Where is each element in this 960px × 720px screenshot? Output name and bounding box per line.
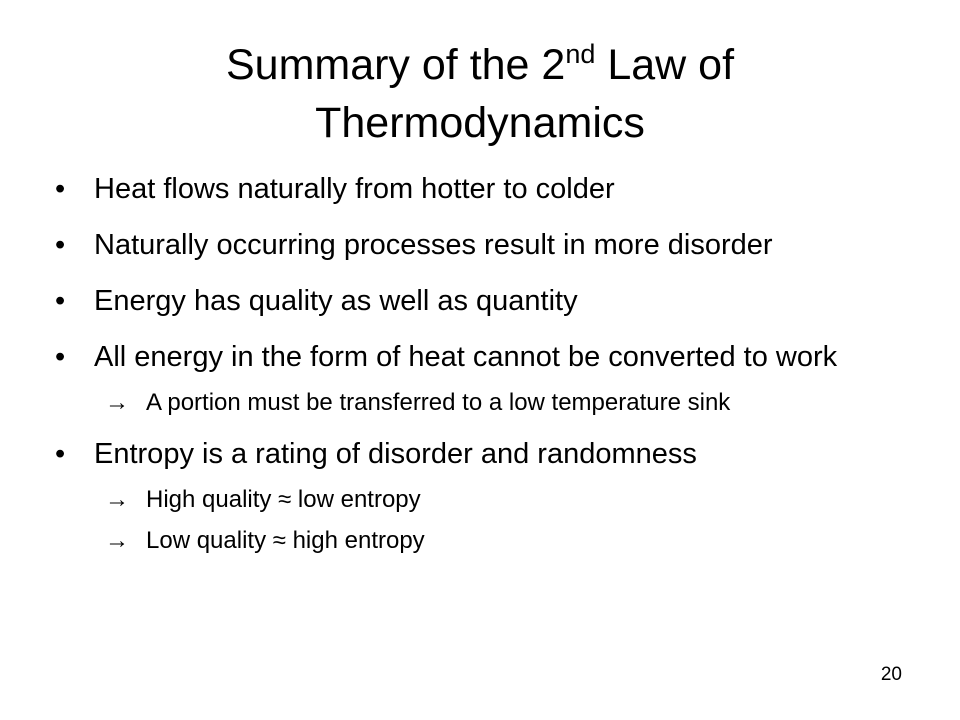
bullet-marker: • [55, 229, 66, 261]
sub-bullet-text: A portion must be transferred to a low temperature sink [146, 389, 731, 416]
bullet-item [55, 172, 905, 206]
bullet-text: Heat flows naturally from hotter to colder [94, 173, 615, 205]
bullet-list [55, 172, 905, 575]
bullet-marker: • [55, 173, 66, 205]
bullet-marker: • [55, 285, 66, 317]
title-superscript: nd [565, 39, 596, 69]
arrow-right-icon: → [105, 389, 129, 416]
sub-bullet-text: High quality ≈ low entropy [146, 486, 421, 513]
bullet-marker: • [55, 438, 66, 470]
bullet-text: Energy has quality as well as quantity [94, 285, 578, 317]
bullet-text: All energy in the form of heat cannot be converted to work [94, 341, 838, 373]
slide-title [60, 36, 900, 152]
page-number: 20 [880, 664, 902, 685]
bullet-marker: • [55, 341, 66, 373]
sub-bullet-item [105, 388, 905, 417]
arrow-right-icon: → [105, 486, 129, 513]
sub-bullet-text: Low quality ≈ high entropy [146, 527, 425, 554]
title-text-start: Summary of the 2 [225, 41, 566, 89]
sub-bullet-item [105, 526, 905, 555]
bullet-text: Entropy is a rating of disorder and randomness [94, 438, 697, 470]
sub-bullet-item [105, 485, 905, 514]
bullet-item [55, 228, 905, 262]
bullet-text: Naturally occurring processes result in more disorder [94, 229, 773, 261]
bullet-item [55, 284, 905, 318]
bullet-item [55, 437, 905, 471]
bullet-item [55, 340, 905, 374]
title-text-end: Law of Thermodynamics [315, 41, 735, 147]
arrow-right-icon: → [105, 527, 129, 554]
